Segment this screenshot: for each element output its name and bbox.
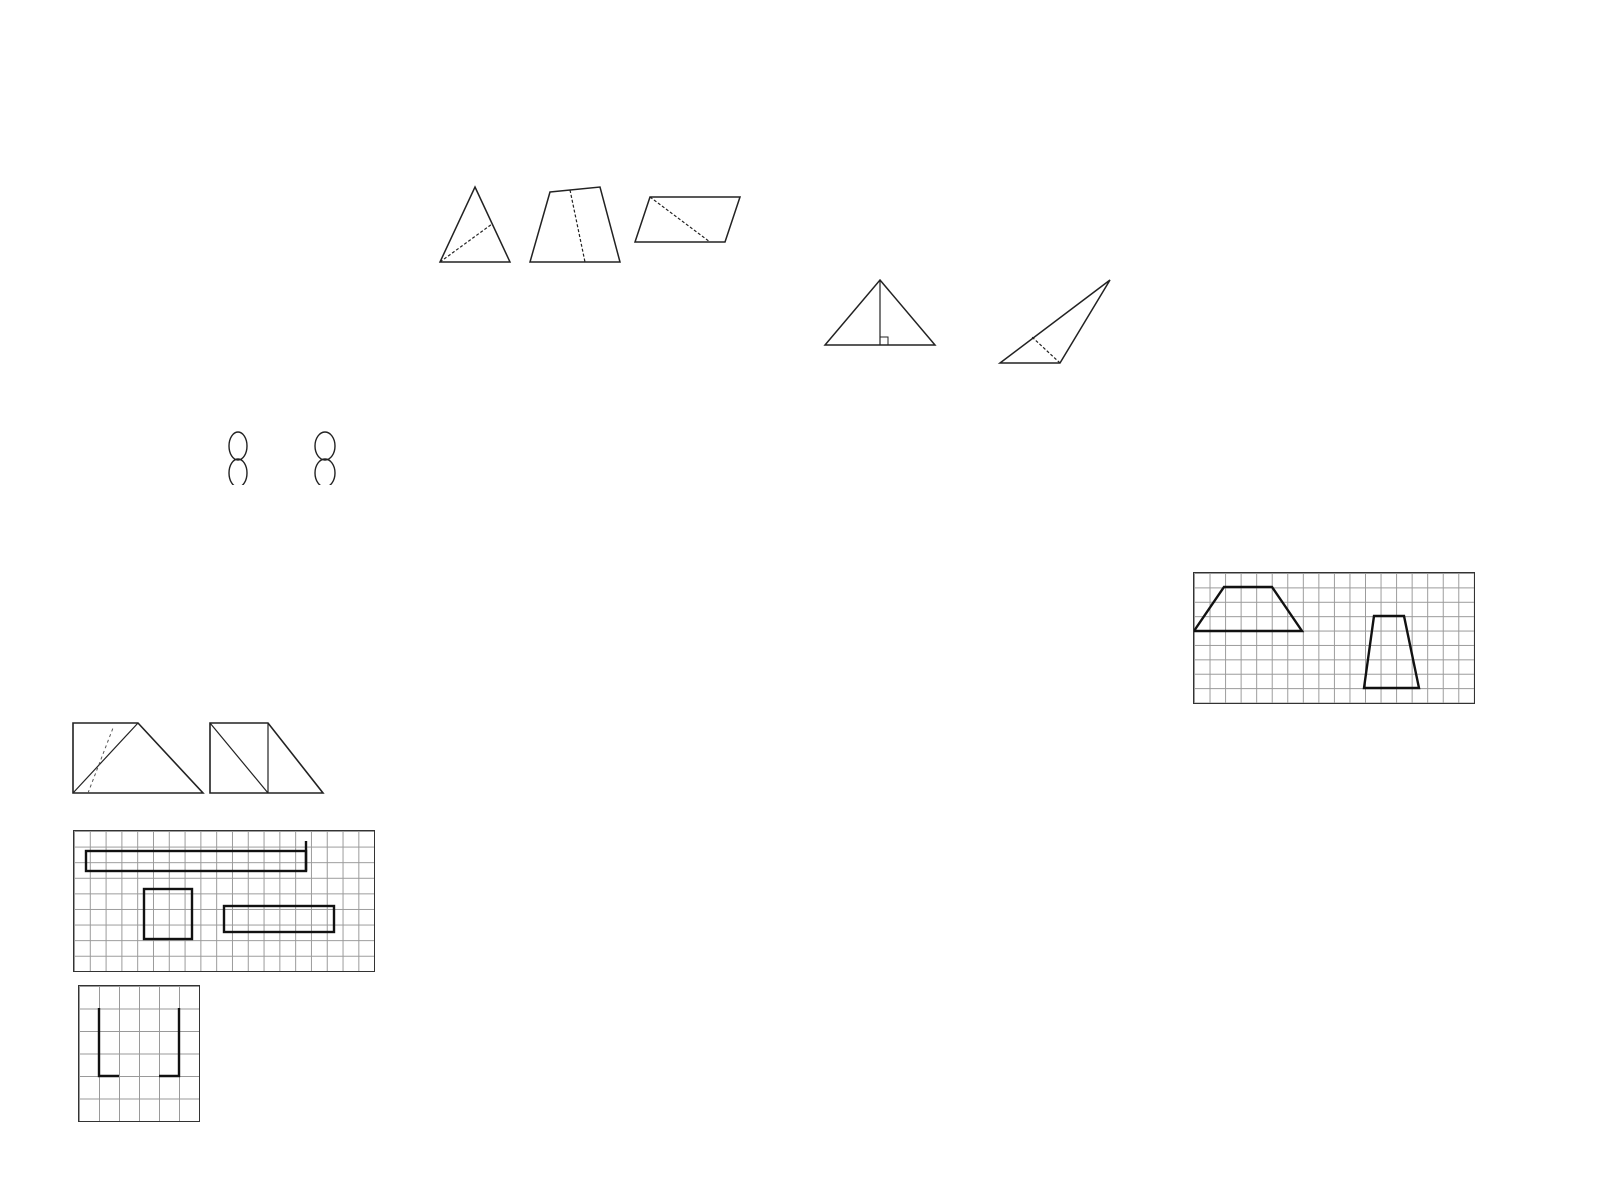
figure-3-base-height [435,182,745,272]
grid-figure-6 [78,985,200,1122]
grid-figure-5 [73,830,375,972]
figure-4-shapes [68,718,328,800]
grid-figure-4 [1193,572,1475,704]
figure-2-triangles [820,275,1140,370]
circle-marks [86,405,406,485]
watermark-logo [1432,1110,1582,1190]
